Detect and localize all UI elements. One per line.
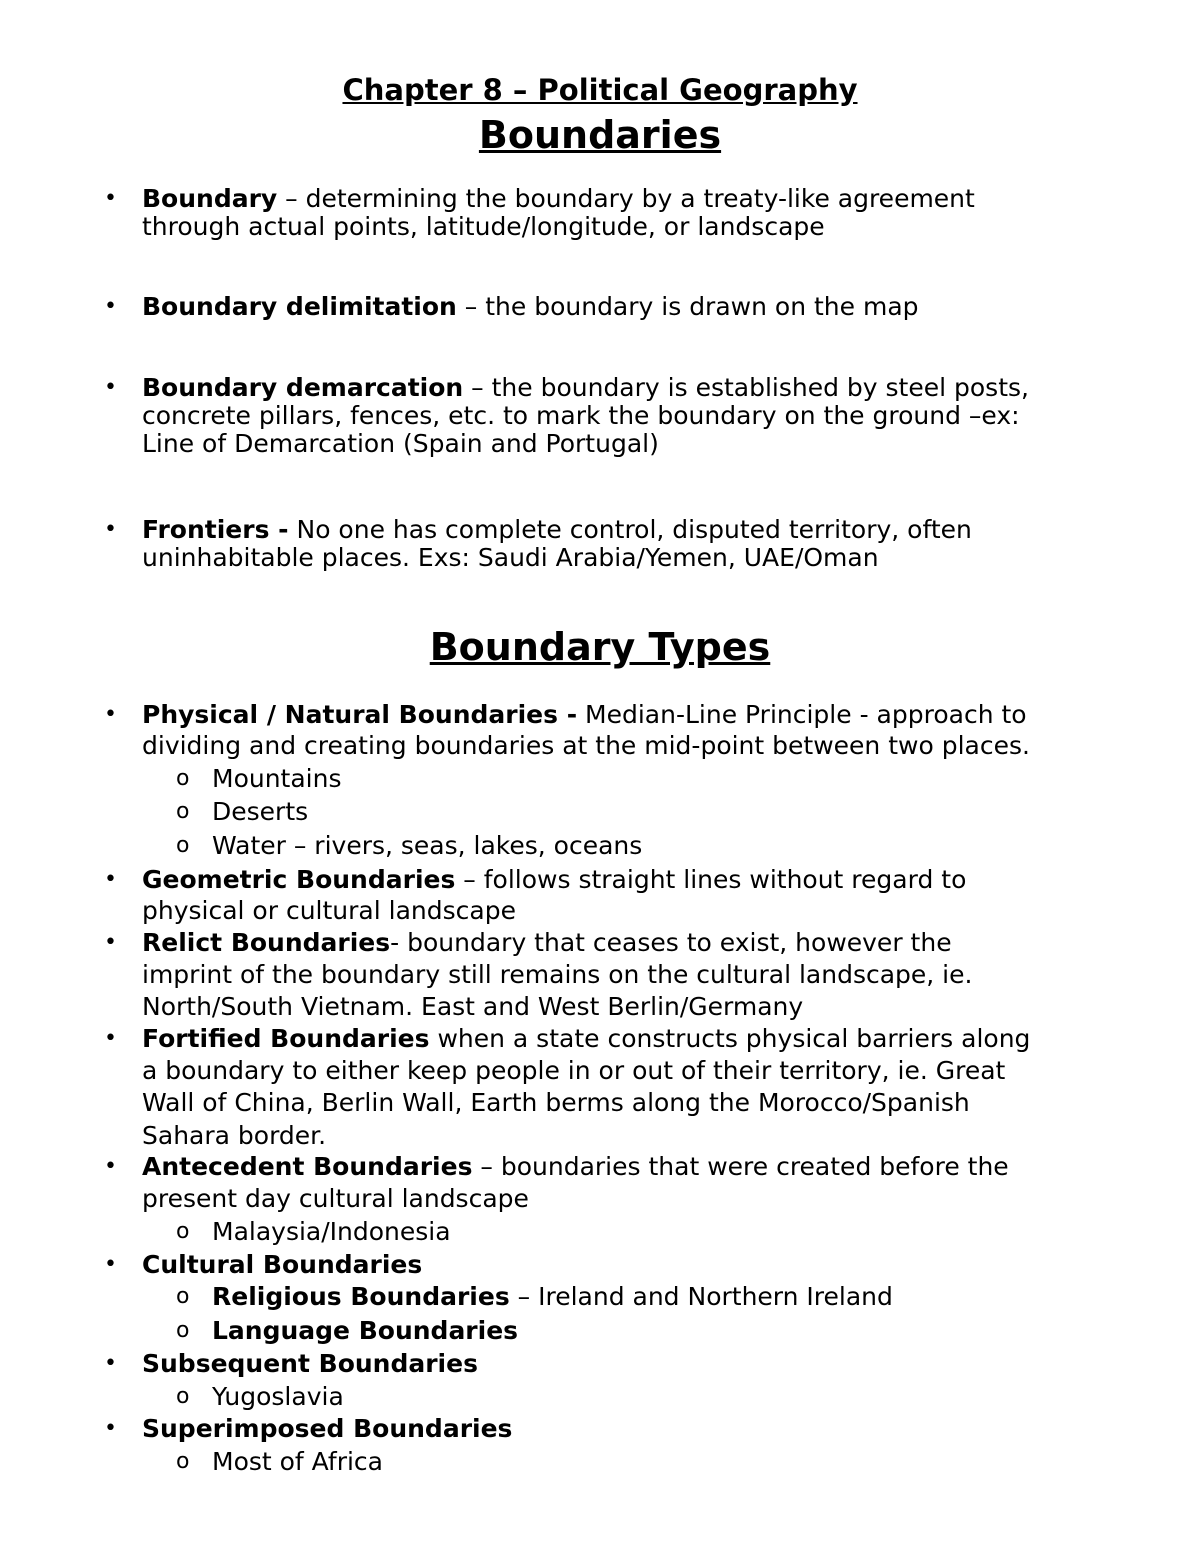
definition-text: - boundary that ceases to exist, however the: [390, 928, 952, 957]
list-item: [142, 373, 1029, 403]
definition-text: a boundary to either keep people in or out of their territory, ie. Great: [142, 1056, 1006, 1085]
definition-text: concrete pillars, fences, etc. to mark the boundary on the ground –ex:: [142, 401, 1020, 430]
bullet-icon: •: [104, 186, 117, 211]
sub-list-item: Mountains: [212, 764, 342, 793]
definition-text: – the boundary is drawn on the map: [456, 292, 919, 321]
definition-text: dividing and creating boundaries at the mid-point between two places.: [142, 731, 1030, 760]
sub-bullet-icon: o: [176, 1284, 190, 1309]
term: Frontiers -: [142, 515, 289, 544]
bullet-icon: •: [104, 867, 117, 892]
sub-bullet-icon: o: [176, 1449, 190, 1474]
definition-text: imprint of the boundary still remains on the cultural landscape, ie.: [142, 960, 973, 989]
bullet-icon: •: [104, 517, 117, 542]
sub-list-item: [212, 1282, 893, 1312]
term: Boundary: [142, 184, 278, 213]
list-item: [142, 292, 919, 322]
term: Superimposed Boundaries: [142, 1414, 513, 1443]
sub-bullet-icon: o: [176, 1384, 190, 1409]
term: Boundary delimitation: [142, 292, 457, 321]
term: Relict Boundaries: [142, 928, 391, 957]
list-item: [142, 515, 972, 545]
bullet-icon: •: [104, 702, 117, 727]
list-item: [142, 700, 1027, 730]
sub-bullet-icon: o: [176, 1318, 190, 1343]
term: Geometric Boundaries: [142, 865, 456, 894]
bullet-icon: •: [104, 1154, 117, 1179]
definition-text: physical or cultural landscape: [142, 896, 516, 925]
list-item: [142, 1250, 422, 1280]
definition-text: – the boundary is established by steel posts,: [463, 373, 1029, 402]
list-item: [142, 865, 966, 895]
sub-list-item: Yugoslavia: [212, 1382, 344, 1411]
chapter-title: Chapter 8 – Political Geography: [342, 73, 858, 107]
term: Fortified Boundaries: [142, 1024, 430, 1053]
sub-list-item: [212, 1316, 518, 1346]
term: Subsequent Boundaries: [142, 1349, 478, 1378]
bullet-icon: •: [104, 1252, 117, 1277]
definition-text: when a state constructs physical barriers along: [429, 1024, 1031, 1053]
list-item: [142, 1152, 1009, 1182]
definition-text: Wall of China, Berlin Wall, Earth berms along the Morocco/Spanish: [142, 1088, 970, 1117]
sub-bullet-icon: o: [176, 833, 190, 858]
sub-list-item: Water – rivers, seas, lakes, oceans: [212, 831, 643, 860]
bullet-icon: •: [104, 375, 117, 400]
list-item: [142, 1024, 1030, 1054]
term: Language Boundaries: [212, 1316, 519, 1345]
definition-text: – boundaries that were created before the: [472, 1152, 1009, 1181]
sub-list-item: Most of Africa: [212, 1447, 383, 1476]
definition-text: – follows straight lines without regard to: [455, 865, 967, 894]
term: Cultural Boundaries: [142, 1250, 423, 1279]
bullet-icon: •: [104, 930, 117, 955]
section-title-boundaries: Boundaries: [478, 113, 722, 157]
definition-text: uninhabitable places. Exs: Saudi Arabia/Yemen, UAE/Oman: [142, 543, 879, 572]
list-item: [142, 928, 952, 958]
list-item: [142, 184, 975, 214]
definition-text: through actual points, latitude/longitude, or landscape: [142, 212, 825, 241]
definition-text: – determining the boundary by a treaty-like agreement: [277, 184, 975, 213]
term: Antecedent Boundaries: [142, 1152, 473, 1181]
term: Religious Boundaries: [212, 1282, 510, 1311]
definition-text: – Ireland and Northern Ireland: [509, 1282, 893, 1311]
sub-list-item: Deserts: [212, 797, 309, 826]
definition-text: Median-Line Principle - approach to: [577, 700, 1027, 729]
bullet-icon: •: [104, 1351, 117, 1376]
definition-text: present day cultural landscape: [142, 1184, 529, 1213]
term: Boundary demarcation: [142, 373, 464, 402]
sub-bullet-icon: o: [176, 766, 190, 791]
sub-bullet-icon: o: [176, 1219, 190, 1244]
bullet-icon: •: [104, 294, 117, 319]
bullet-icon: •: [104, 1416, 117, 1441]
list-item: [142, 1349, 478, 1379]
sub-list-item: Malaysia/Indonesia: [212, 1217, 451, 1246]
bullet-icon: •: [104, 1026, 117, 1051]
section-title-boundary-types: Boundary Types: [429, 625, 771, 669]
definition-text: Sahara border.: [142, 1121, 327, 1150]
sub-bullet-icon: o: [176, 799, 190, 824]
definition-text: No one has complete control, disputed territory, often: [288, 515, 972, 544]
definition-text: North/South Vietnam. East and West Berlin/Germany: [142, 992, 804, 1021]
term: Physical / Natural Boundaries -: [142, 700, 578, 729]
definition-text: Line of Demarcation (Spain and Portugal): [142, 429, 659, 458]
list-item: [142, 1414, 512, 1444]
